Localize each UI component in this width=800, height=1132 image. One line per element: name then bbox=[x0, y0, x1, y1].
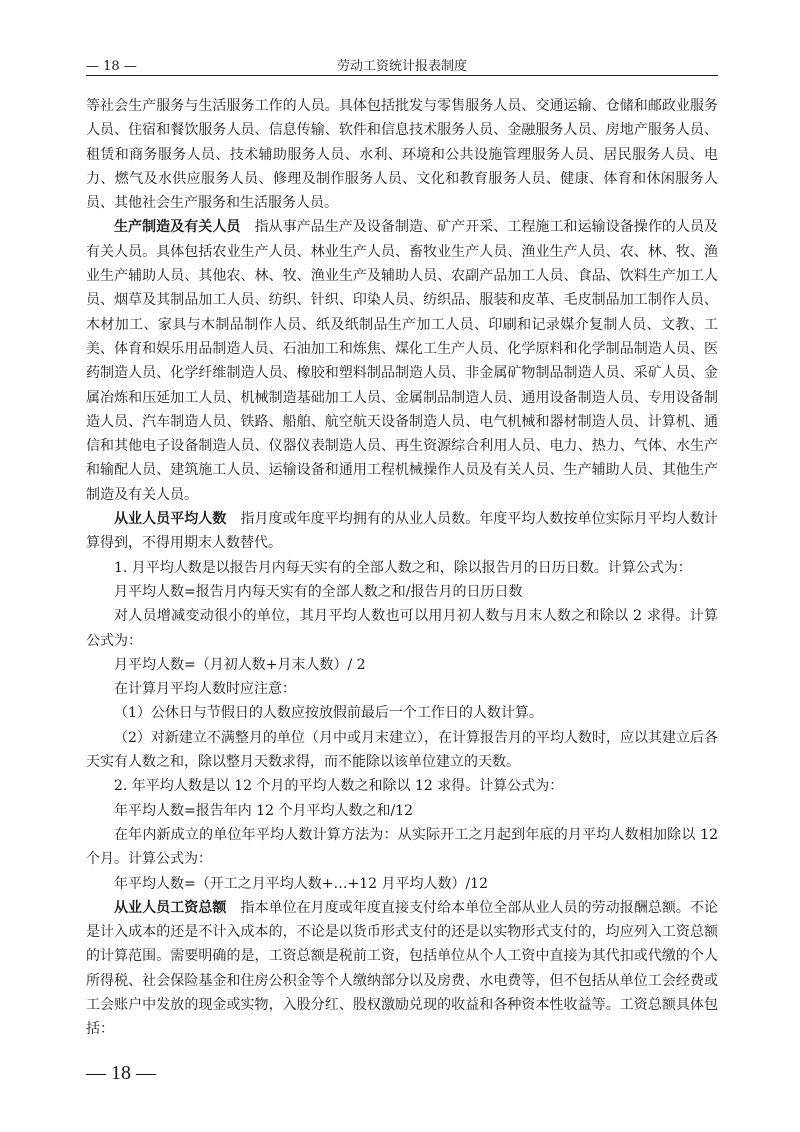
formula-line bbox=[86, 774, 718, 798]
defined-term: 生产制造及有关人员 bbox=[114, 219, 241, 236]
paragraph-text: 在计算月平均人数时应注意： bbox=[114, 681, 296, 698]
paragraph bbox=[86, 556, 718, 580]
header-page-number: — 18 — bbox=[86, 59, 137, 74]
formula-line bbox=[86, 701, 718, 725]
formula-line bbox=[86, 872, 718, 896]
paragraph-text: 对人员增减变动很小的单位，其月平均人数也可以用月初人数与月末人数之和除以 2 求得。计算公式为： bbox=[86, 608, 718, 649]
paragraph-text: 指从事产品生产及设备制造、矿产开采、工程施工和运输设备操作的人员及有关人员。具体包括农业生产人员、林业生产人员、畜牧业生产人员、渔业生产人员、农、林、牧、渔业生产辅助人员、其他农、林、牧、渔业生产及辅助人员、农副产品加工人员、食品、饮料生产加工人员、烟草及其制品加工人员、纺织、针织、印染人员、纺织品、服装和皮革、毛皮制品加工制作人员、木材加工、家具与木制品制作人员、纸及纸制品生产加工人员、印刷和记录媒介复制人员、文教、工美、体育和娱乐用品制造人员、石油加工和炼焦、煤化工生产人员、化学原料和化学制品制造人员、医药制造人员、化学纤维制造人员、橡胶和塑料制品制造人员、非金属矿物制品制造人员、采矿人员、金属冶炼和压延加工人员、机械制造基础加工人员、金属制品制造人员、通用设备制造人员、专用设备制造人员、汽车制造人员、铁路、船舶、航空航天设备制造人员、电气机械和器材制造人员、计算机、通信和其他电子设备制造人员、仪器仪表制造人员、再生资源综合利用人员、电力、热力、气体、水生产和输配人员、建筑施工人员、运输设备和通用工程机械操作人员及有关人员、生产辅助人员、其他生产制造及有关人员。 bbox=[86, 219, 719, 503]
paragraph-text: 年平均人数=（开工之月平均人数+…+12 月平均人数）/12 bbox=[114, 875, 488, 892]
paragraph-text: 等社会生产服务与生活服务工作的人员。具体包括批发与零售服务人员、交通运输、仓储和邮政业服务人员、住宿和餐饮服务人员、信息传输、软件和信息技术服务人员、金融服务人员、房地产服务人员、租赁和商务服务人员、技术辅助服务人员、水利、环境和公共设施管理服务人员、居民服务人员、电力、燃气及水供应服务人员、修理及制作服务人员、文化和教育服务人员、健康、体育和休闲服务人员、其他社会生产服务和生活服务人员。 bbox=[86, 98, 718, 212]
paragraph-text: 2. 年平均人数是以 12 个月的平均人数之和除以 12 求得。计算公式为： bbox=[114, 778, 564, 795]
paragraph bbox=[86, 604, 718, 653]
paragraph-text: 月平均人数=（月初人数+月末人数）/ 2 bbox=[114, 656, 366, 673]
defined-term: 从业人员平均人数 bbox=[114, 511, 227, 528]
defined-term: 从业人员工资总额 bbox=[114, 899, 227, 916]
paragraph-text: 指月度或年度平均拥有的从业人员数。年度平均人数按单位实际月平均人数计算得到，不得用期末人数替代。 bbox=[86, 511, 719, 552]
formula-line bbox=[86, 677, 718, 701]
header-title: 劳动工资统计报表制度 bbox=[336, 59, 467, 74]
definition-paragraph bbox=[86, 215, 718, 507]
paragraph bbox=[86, 94, 718, 215]
definition-paragraph bbox=[86, 507, 718, 556]
paragraph bbox=[86, 726, 718, 775]
formula-line bbox=[86, 799, 718, 823]
paragraph-text: 年平均人数=报告年内 12 个月平均人数之和/12 bbox=[114, 802, 413, 819]
definition-paragraph bbox=[86, 896, 718, 1042]
footer-page-number: — 18 — bbox=[86, 1062, 156, 1084]
paragraph-text: 指本单位在月度或年度直接支付给本单位全部从业人员的劳动报酬总额。不论是计入成本的还是不计入成本的，不论是以货币形式支付的还是以实物形式支付的，均应列入工资总额的计算范围。需要明确的是，工资总额是税前工资，包括单位从个人工资中直接为其代扣或代缴的个人所得税、社会保险基金和住房公积金等个人缴纳部分以及房费、水电费等，但不包括从单位工会经费或工会账户中发放的现金或实物，入股分红、股权激励兑现的收益和各种资本性收益等。工资总额具体包括： bbox=[86, 899, 719, 1038]
formula-line bbox=[86, 580, 718, 604]
paragraph bbox=[86, 823, 718, 872]
header-divider bbox=[86, 75, 718, 76]
paragraph-text: （2）对新建立不满整月的单位（月中或月末建立），在计算报告月的平均人数时，应以其建立后各天实有人数之和，除以整月天数求得，而不能除以该单位建立的天数。 bbox=[86, 729, 718, 771]
paragraph-text: 1. 月平均人数是以报告月内每天实有的全部人数之和，除以报告月的日历日数。计算公式为： bbox=[114, 559, 692, 576]
formula-line bbox=[86, 653, 718, 677]
paragraph-text: 在年内新成立的单位年平均人数计算方法为：从实际开工之月起到年底的月平均人数相加除以 12 个月。计算公式为： bbox=[86, 826, 718, 868]
body-text bbox=[86, 94, 718, 1042]
paragraph-text: 月平均人数=报告月内每天实有的全部人数之和/报告月的日历日数 bbox=[114, 583, 523, 600]
paragraph-text: （1）公休日与节假日的人数应按放假前最后一个工作日的人数计算。 bbox=[114, 705, 543, 722]
